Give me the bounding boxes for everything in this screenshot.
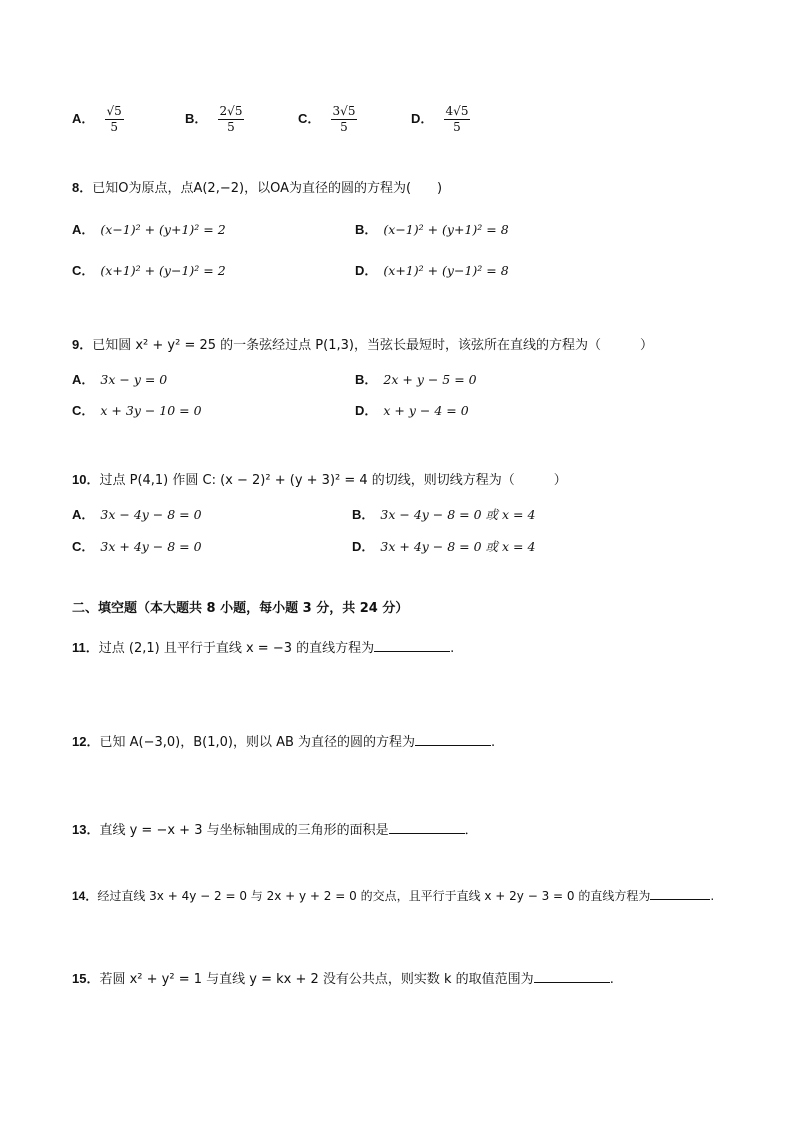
question-number: 12．: [72, 734, 100, 749]
denominator: 5: [227, 120, 235, 134]
option-text: x + 3y − 10 = 0: [100, 403, 202, 418]
q9-option-c: [72, 402, 202, 421]
question-text: 过点 P(4,1) 作圆 C: (x − 2)² + (y + 3)² = 4 的切线，则切线方程为（ ）: [99, 473, 567, 488]
q8-option-d: [355, 262, 509, 281]
question-number: 9．: [72, 337, 93, 352]
option-label: C．: [298, 111, 321, 126]
question-end: .: [491, 735, 496, 750]
option-text: x + y − 4 = 0: [383, 403, 469, 418]
denominator: 5: [453, 120, 461, 134]
question-9-stem: [72, 336, 653, 355]
q10-option-c: [72, 538, 202, 557]
q10-option-d: [352, 538, 535, 557]
fraction: [105, 104, 124, 135]
denominator: 5: [340, 120, 348, 134]
section-heading: 二、填空题（本大题共 8 小题，每小题 3 分，共 24 分）: [72, 601, 409, 616]
option-label: D．: [411, 111, 434, 126]
q9-option-b: [355, 371, 477, 390]
option-text: 3x − y = 0: [100, 372, 168, 387]
question-number: 10．: [72, 472, 100, 487]
question-end: .: [450, 641, 455, 656]
answer-blank: [415, 731, 491, 746]
question-number: 15．: [72, 971, 100, 986]
option-label: C．: [72, 539, 95, 554]
option-text: (x+1)² + (y−1)² = 8: [383, 263, 509, 278]
question-text: 过点 (2,1) 且平行于直线 x = −3 的直线方程为: [98, 641, 375, 656]
question-end: .: [710, 889, 715, 903]
option-label: B．: [355, 222, 378, 237]
option-label: A．: [72, 111, 95, 126]
denominator: 5: [110, 120, 118, 134]
option-label: A．: [72, 507, 95, 522]
question-text: 经过直线 3x + 4y − 2 = 0 与 2x + y + 2 = 0 的交点，且平行于直线 x + 2y − 3 = 0 的直线方程为: [97, 889, 651, 903]
option-label: D．: [355, 403, 378, 418]
question-text: 若圆 x² + y² = 1 与直线 y = kx + 2 没有公共点，则实数 k 的取值范围为: [99, 972, 534, 987]
numerator: √5: [106, 104, 122, 118]
q10-option-a: [72, 506, 202, 525]
q10-option-b: [352, 506, 535, 525]
q9-option-a: [72, 371, 167, 390]
answer-blank: [389, 819, 465, 834]
option-label: A．: [72, 222, 95, 237]
question-number: 11．: [72, 640, 99, 655]
q7-option-b: [185, 104, 244, 135]
question-14: [72, 885, 714, 905]
numerator: 4√5: [445, 104, 469, 118]
q7-option-d: [411, 104, 470, 135]
option-label: B．: [185, 111, 208, 126]
question-13: [72, 819, 478, 840]
option-label: A．: [72, 372, 95, 387]
question-10-stem: [72, 471, 567, 490]
q8-option-b: [355, 221, 509, 240]
answer-blank: [534, 968, 610, 983]
fraction: [444, 104, 471, 135]
question-end: .: [609, 972, 614, 987]
question-number: 8．: [72, 180, 93, 195]
q8-option-c: [72, 262, 226, 281]
option-text: 3x + 4y − 8 = 0: [100, 539, 202, 554]
question-text: 已知O为原点，点A(2,−2)，以OA为直径的圆的方程为( ): [92, 181, 443, 196]
option-text: 2x + y − 5 = 0: [383, 372, 477, 387]
option-text: (x−1)² + (y+1)² = 2: [100, 222, 226, 237]
option-label: D．: [352, 539, 375, 554]
question-end: ．: [464, 823, 478, 838]
fraction: [331, 104, 358, 135]
answer-blank: [650, 885, 710, 900]
option-label: B．: [352, 507, 375, 522]
question-text: 已知 A(−3,0)，B(1,0)，则以 AB 为直径的圆的方程为: [99, 735, 416, 750]
numerator: 3√5: [332, 104, 356, 118]
numerator: 2√5: [219, 104, 243, 118]
option-text: 3x + 4y − 8 = 0 或 x = 4: [380, 539, 536, 554]
question-number: 14．: [72, 889, 98, 903]
question-text: 直线 y = −x + 3 与坐标轴围成的三角形的面积是: [99, 823, 389, 838]
question-text: 已知圆 x² + y² = 25 的一条弦经过点 P(1,3)，当弦长最短时，该弦所在直线的方程为（ ）: [92, 338, 653, 353]
option-text: 3x − 4y − 8 = 0 或 x = 4: [380, 507, 536, 522]
option-label: B．: [355, 372, 378, 387]
question-15: [72, 968, 614, 989]
option-text: (x−1)² + (y+1)² = 8: [383, 222, 509, 237]
q8-option-a: [72, 221, 226, 240]
question-12: [72, 731, 495, 752]
option-label: D．: [355, 263, 378, 278]
option-text: (x+1)² + (y−1)² = 2: [100, 263, 226, 278]
option-label: C．: [72, 263, 95, 278]
answer-blank: [374, 637, 450, 652]
fraction: [218, 104, 245, 135]
q7-option-c: [298, 104, 357, 135]
option-text: 3x − 4y − 8 = 0: [100, 507, 202, 522]
option-label: C．: [72, 403, 95, 418]
q7-option-a: [72, 104, 124, 135]
question-8-stem: [72, 179, 442, 198]
question-number: 13．: [72, 822, 100, 837]
q9-option-d: [355, 402, 469, 421]
question-11: [72, 637, 454, 658]
